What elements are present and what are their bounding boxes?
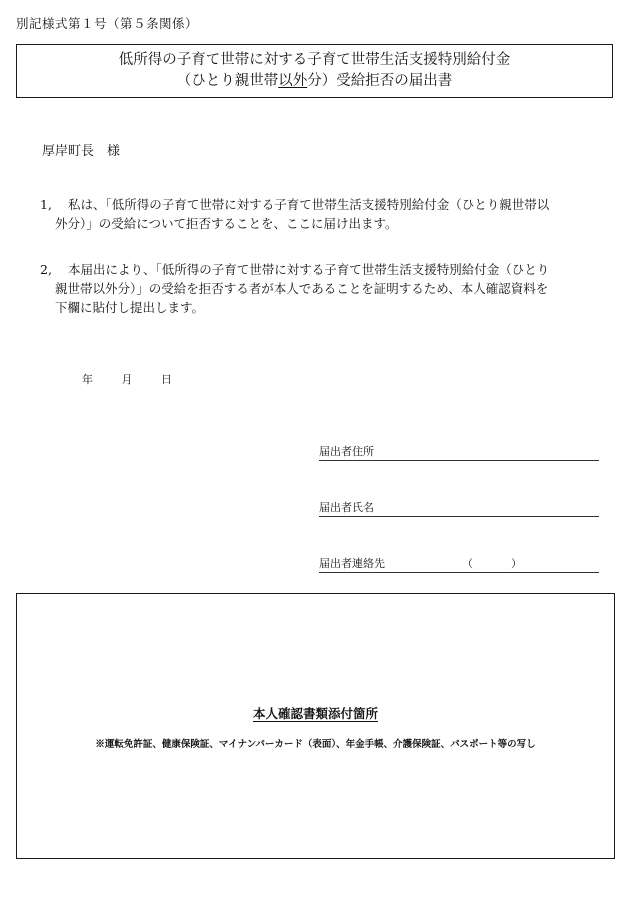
title-line-2 xyxy=(17,71,612,92)
date-month: 月 xyxy=(121,373,133,386)
paragraph-2 xyxy=(40,260,560,317)
applicant-name-label: 届出者氏名 xyxy=(319,501,374,514)
title-line-2-underlined: 以外 xyxy=(278,73,308,89)
paragraph-1-text: 私は、「低所得の子育て世帯に対する子育て世帯生活支援特別給付金（ひとり親世帯以外分）」の受給について拒否することを、ここに届け出ます。 xyxy=(55,197,550,231)
date-year: 年 xyxy=(82,373,93,386)
applicant-address-field[interactable] xyxy=(319,444,599,461)
attachment-note: ※運転免許証、健康保険証、マイナンバーカード（表面）、年金手帳、介護保険証、パスポート等の写し xyxy=(95,739,536,750)
applicant-name-field[interactable] xyxy=(319,500,599,517)
attachment-title xyxy=(17,704,614,722)
date-day: 日 xyxy=(161,373,172,386)
form-reference: 別記様式第１号（第５条関係） xyxy=(16,16,199,31)
attachment-box xyxy=(16,593,615,859)
title-line-1: 低所得の子育て世帯に対する子育て世帯生活支援特別給付金 xyxy=(118,52,511,68)
paragraph-2-text: 本届出により、「低所得の子育て世帯に対する子育て世帯生活支援特別給付金（ひとり親世帯以外分）」の受給を拒否する者が本人であることを証明するため、本人確認資料を下欄に貼付し提出します。 xyxy=(55,262,550,315)
title-box xyxy=(16,44,613,98)
paragraph-1 xyxy=(40,195,560,233)
title-line-2-before: （ひとり親世帯 xyxy=(176,73,279,89)
applicant-address-label: 届出者住所 xyxy=(319,445,374,458)
title-line-2-after: 分）受給拒否の届出書 xyxy=(307,73,453,89)
contact-paren-open: （ xyxy=(462,557,473,570)
addressee: 厚岸町長 様 xyxy=(42,144,121,159)
attachment-title-text: 本人確認書類添付箇所 xyxy=(252,706,378,721)
paragraph-2-number: 2, xyxy=(40,262,52,277)
applicant-contact-label: 届出者連絡先 xyxy=(319,557,385,570)
date-row xyxy=(82,371,197,387)
contact-paren-close: ） xyxy=(511,557,522,570)
applicant-contact-field[interactable] xyxy=(319,556,599,573)
paragraph-1-number: 1, xyxy=(40,197,52,212)
